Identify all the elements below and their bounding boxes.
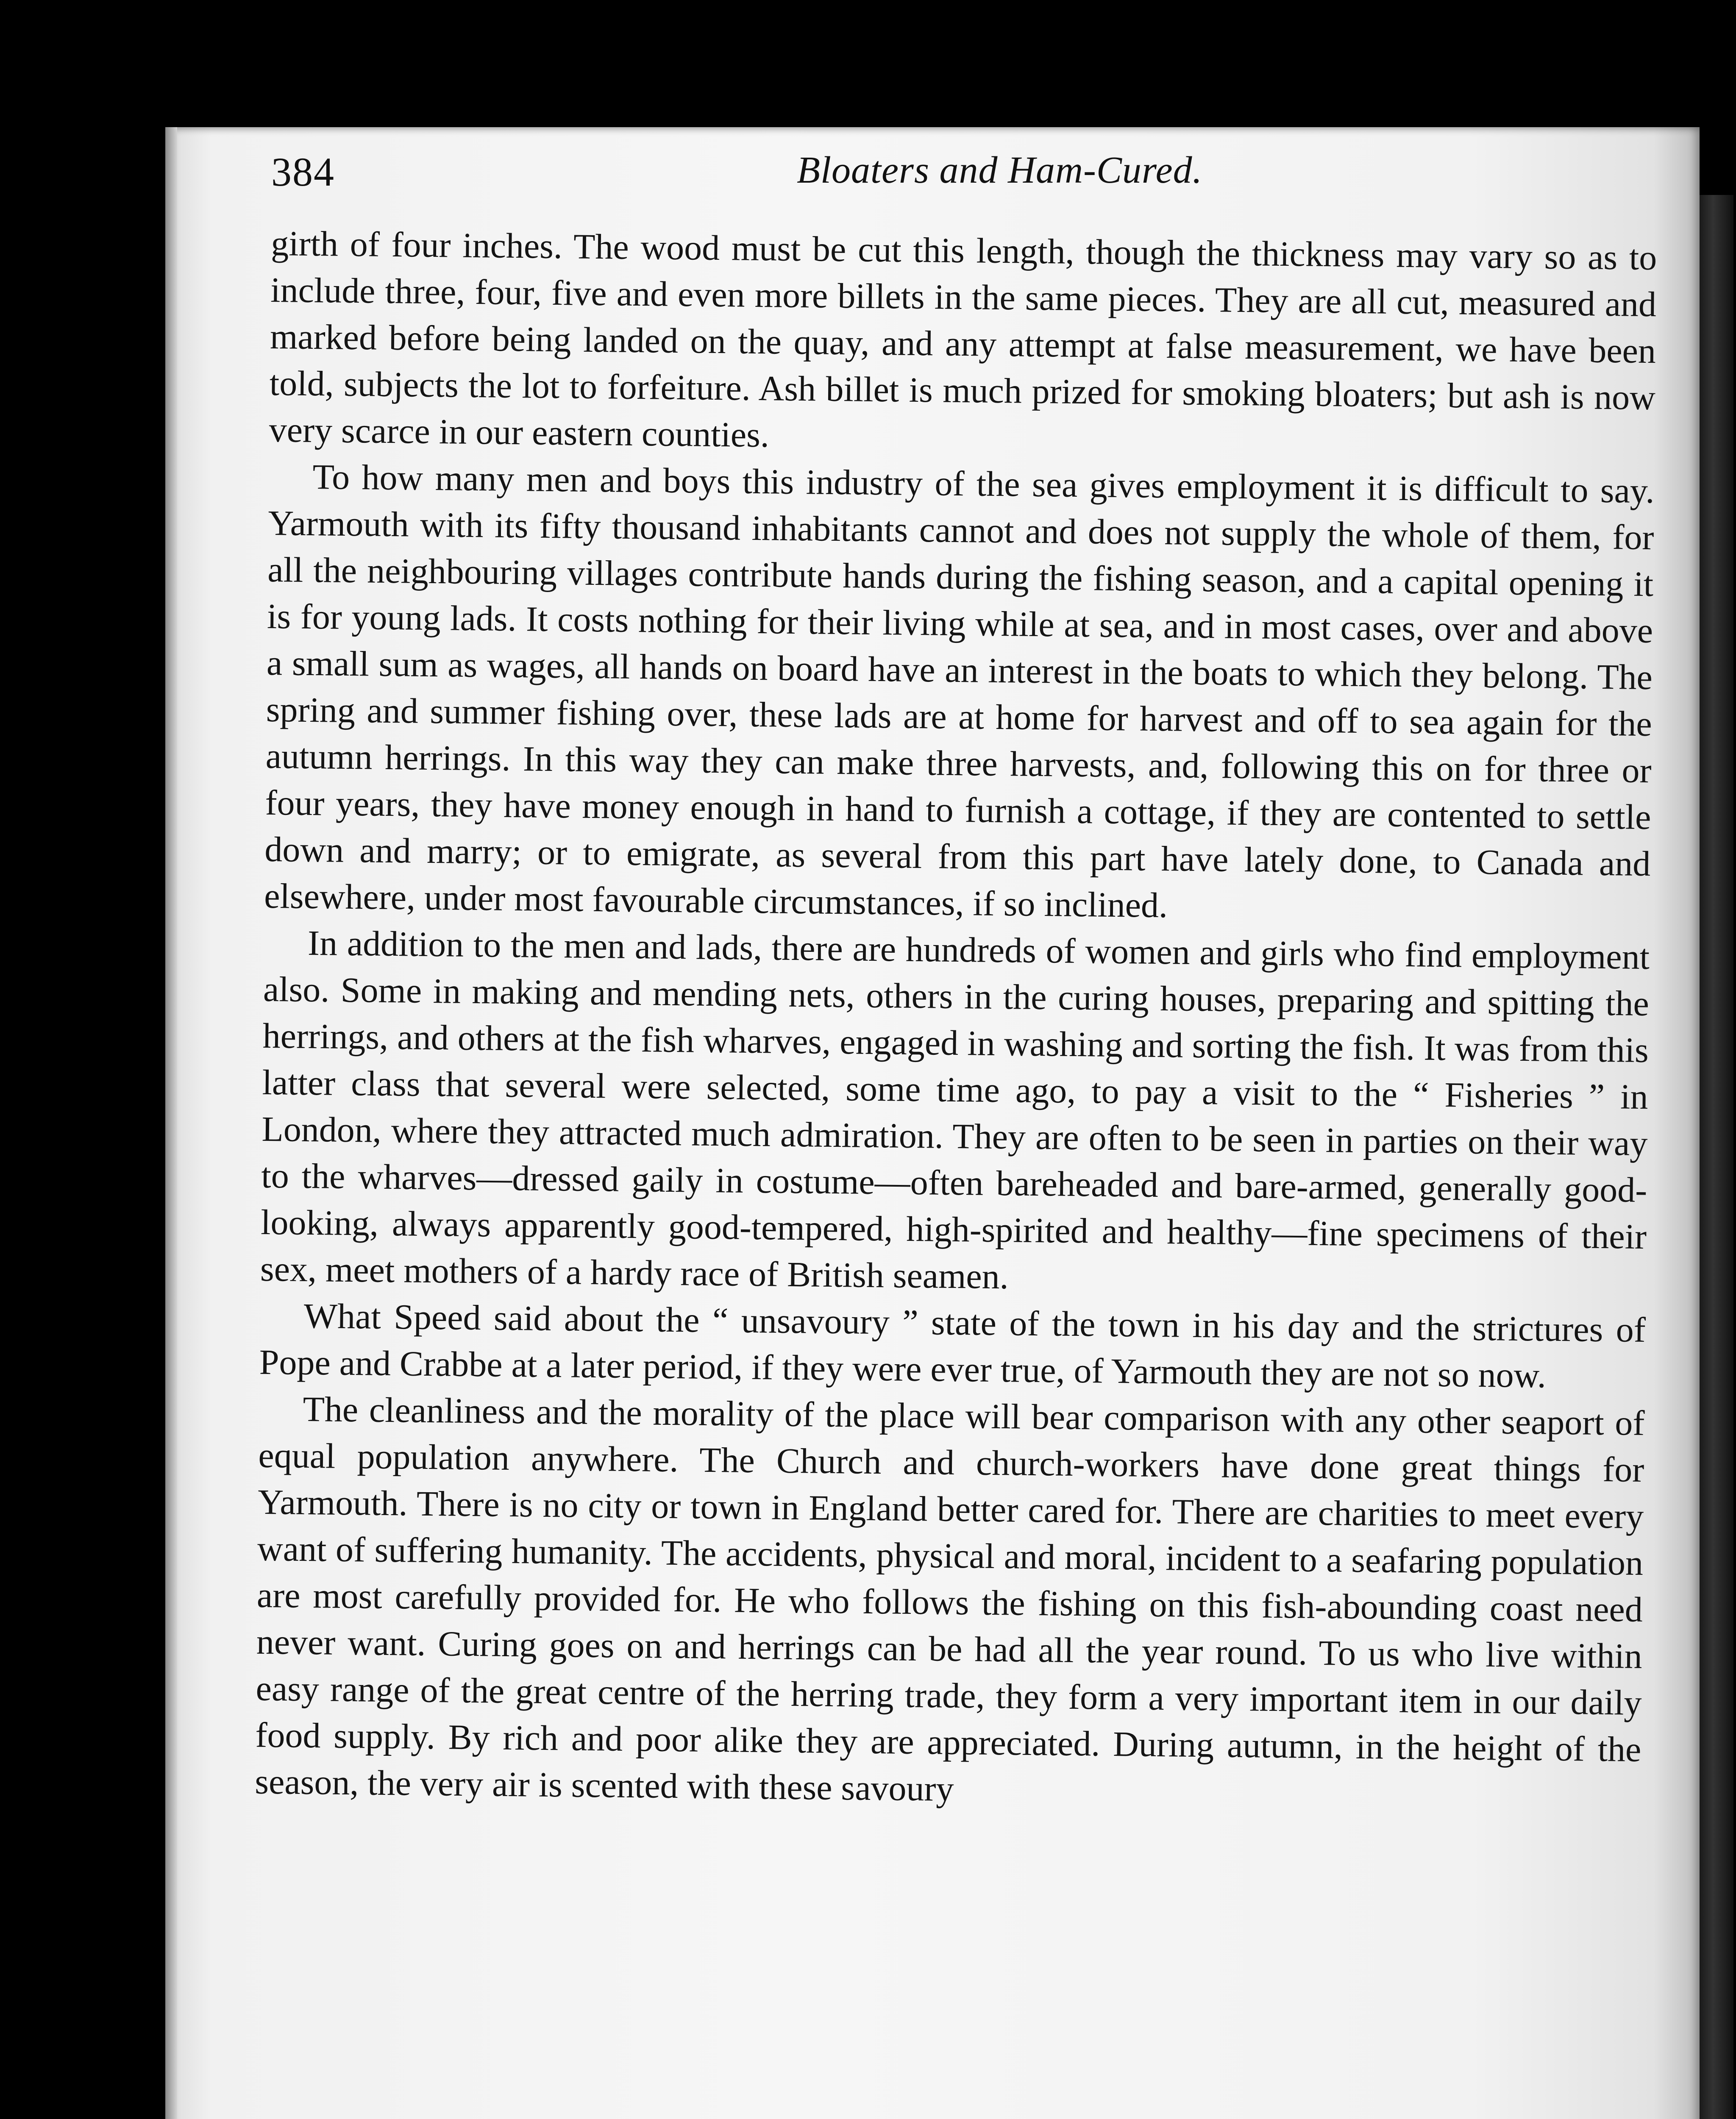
paragraph-3: In addition to the men and lads, there are hundreds of women and girls who find employment also. Some in making and mending nets, others in the curing houses, preparing and spitting the herrings, and others at the fish wharves, engaged in washing and sorting the fish. It was from this latter class that several were selected, some time ago, to pay a visit to the “ Fisheries ” in London, where they attracted much admiration. They are often to be seen in parties on their way to the wharves—dressed gaily in costume—often bareheaded and bare-armed, generally good-looking, always apparently good-tempered, high-spirited and healthy—fine specimens of their sex, meet mothers of a hardy race of British seamen. bbox=[260, 923, 1650, 1297]
paragraph-1: girth of four inches. The wood must be cut this length, though the thickness may vary so as to include three, four, five and even more billets in the same pieces. They are all cut, measured and marked before being landed on the quay, and any attempt at false measurement, we have been told, subjects the lot to forfeiture. Ash billet is much prized for smoking bloaters; but ash is now very scarce in our eastern counties. bbox=[269, 223, 1657, 455]
page-spine-shadow bbox=[165, 127, 177, 2119]
page-number: 384 bbox=[271, 149, 335, 195]
paragraph-2: To how many men and boys this industry of the sea gives employment it is difficult to say. Yarmouth with its fifty thousand inhabitants cannot and does not supply the whole of them, for all the neighbouring villages contribute hands during the fishing season, and a capital opening it is for young lads. It costs nothing for their living while at sea, and in most cases, over and above a small sum as wages, all hands on board have an interest in the boats to which they belong. The spring and summer fishing over, these lads are at home for harvest and off to sea again for the autumn herrings. In this way they can make three harvests, and, following this on for three or four years, they have money enough in hand to furnish a cottage, if they are contented to settle down and marry; or to emigrate, as several from this part have lately done, to Canada and elsewhere, under most favourable circumstances, if so inclined. bbox=[264, 457, 1655, 926]
page-header bbox=[271, 140, 1657, 216]
body-text bbox=[255, 220, 1657, 1820]
page-right-edge bbox=[1700, 195, 1733, 2119]
running-title: Bloaters and Ham-Cured. bbox=[797, 149, 1203, 191]
paragraph-4: What Speed said about the “ unsavoury ” state of the town in his day and the strictures of Pope and Crabbe at a later period, if they were ever true, of Yarmouth they are not so now. bbox=[259, 1296, 1646, 1396]
paragraph-5: The cleanliness and the morality of the place will bear comparison with any other seaport of equal population anywhere. The Church and church-workers have done great things for Yarmouth. There is no city or town in England better cared for. There are charities to meet every want of suffering humanity. The accidents, physical and moral, incident to a seafaring population are most carefully provided for. He who follows the fishing on this fish-abounding coast need never want. Curing goes on and herrings can be had all the year round. To us who live within easy range of the great centre of the herring trade, they form a very important item in our daily food supply. By rich and poor alike they are appreciated. During autumn, in the height of the season, the very air is scented with these savoury bbox=[254, 1389, 1645, 1809]
